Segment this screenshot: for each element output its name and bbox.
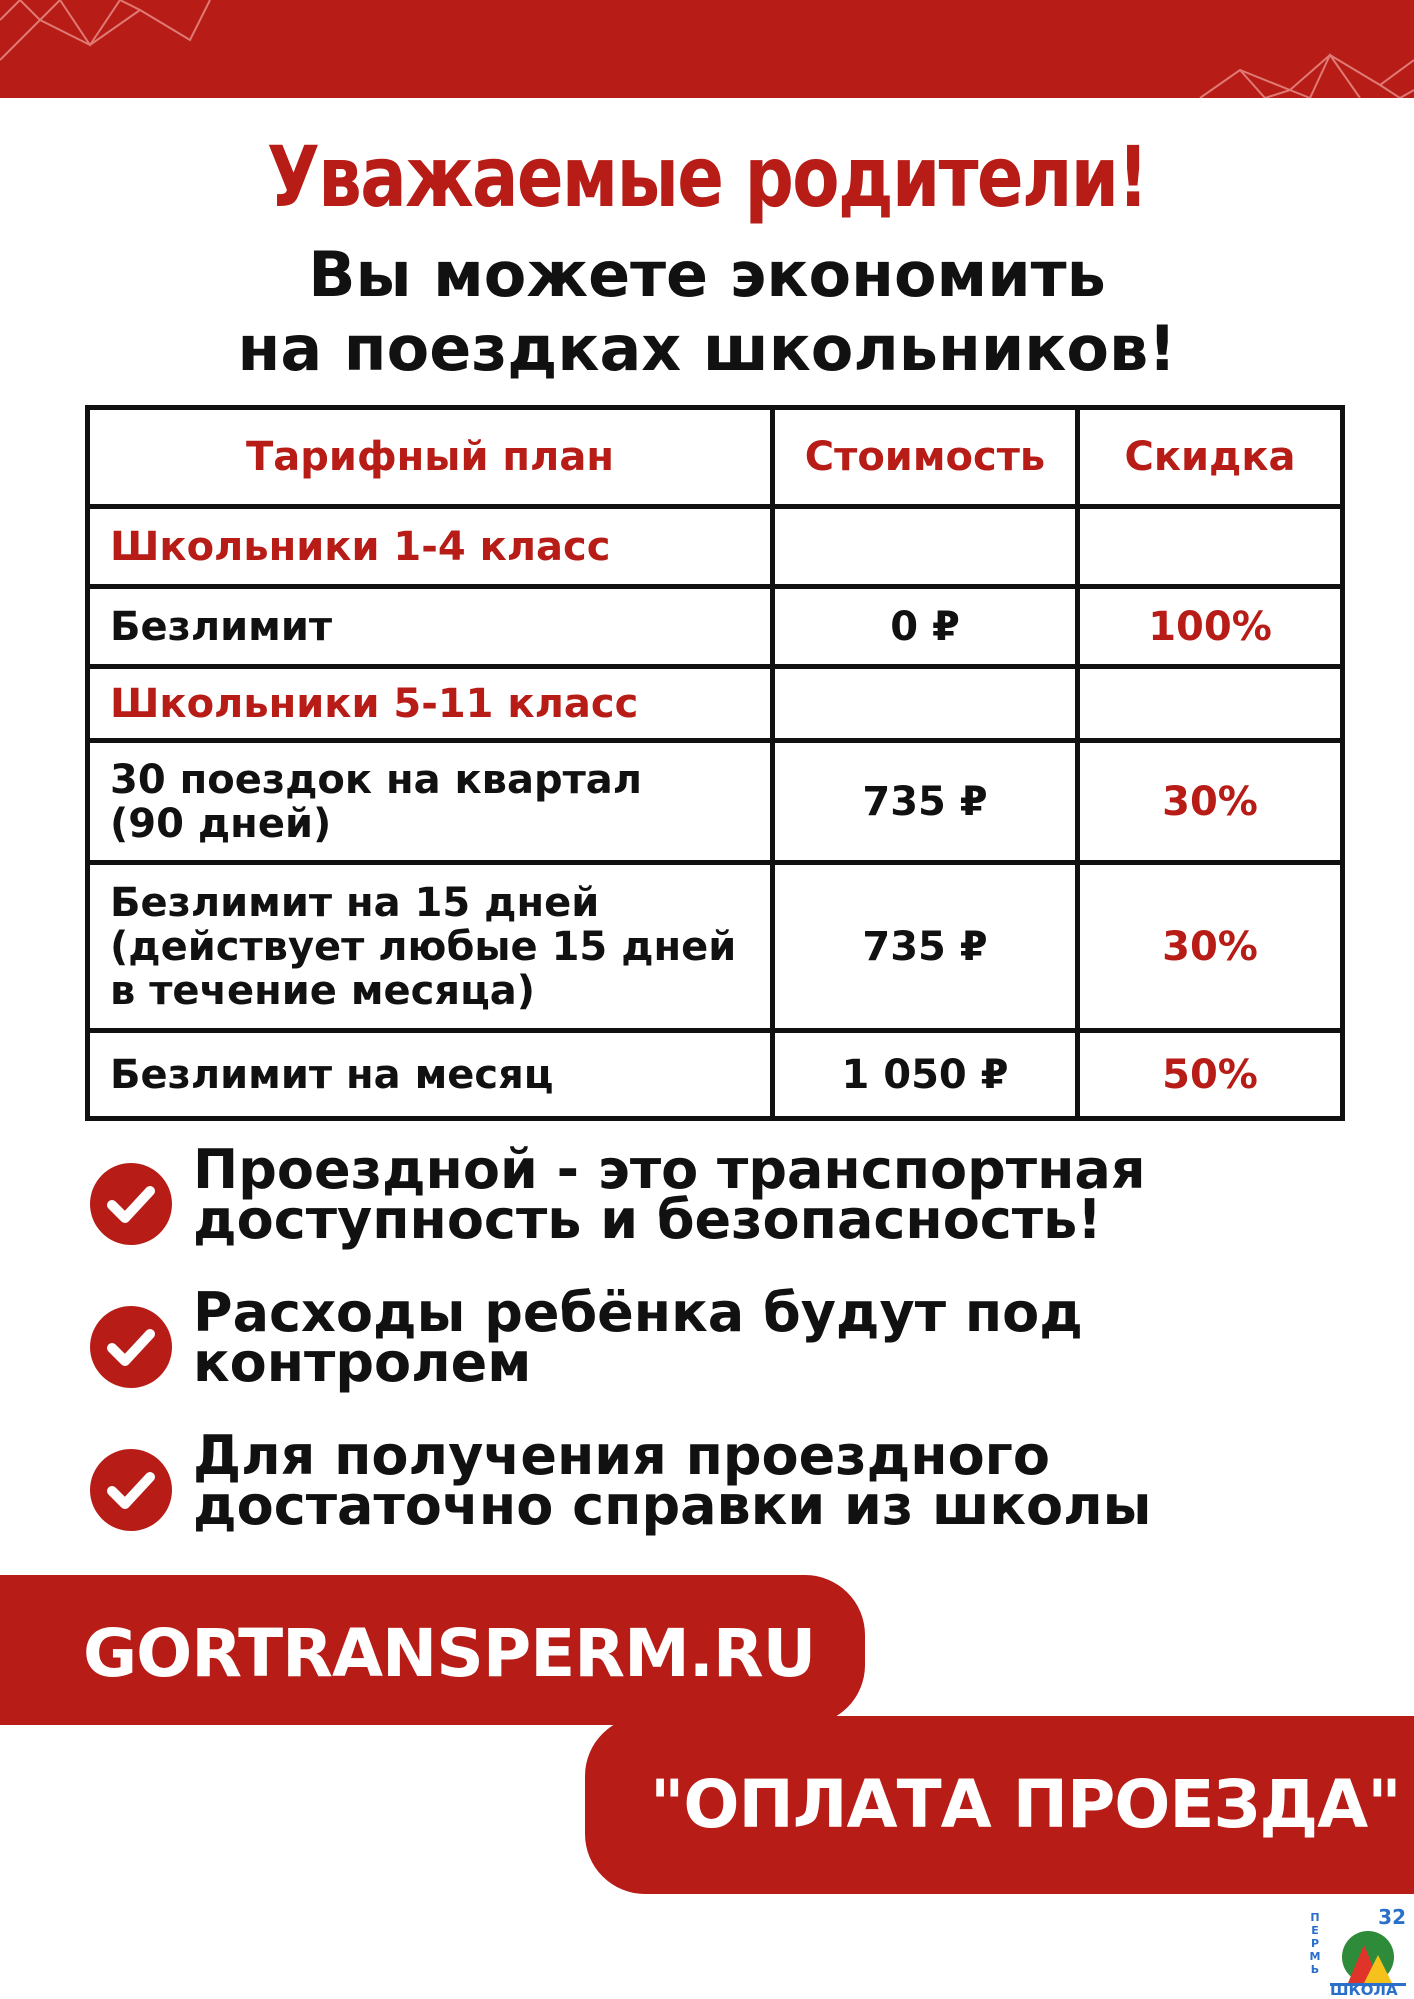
check-circle-icon [90, 1449, 172, 1531]
benefit-line: достаточно справки из школы [193, 1474, 1152, 1537]
logo-number: 32 [1378, 1905, 1406, 1929]
table-row [88, 1031, 1343, 1119]
table-row [88, 741, 1343, 863]
table-group-row [88, 667, 1343, 741]
plan-cell: Школьники 1-4 класс [88, 507, 773, 587]
subheadline-line: на поездках школьников! [237, 312, 1177, 385]
column-header-plan: Тарифный план [88, 408, 773, 507]
plan-cell: Безлимит на месяц [88, 1031, 773, 1119]
benefit-text [193, 1281, 1333, 1394]
subheadline [0, 238, 1414, 386]
cost-cell: 1 050 ₽ [773, 1031, 1078, 1119]
benefit-text [193, 1138, 1333, 1251]
plan-cell: 30 поездок на квартал (90 дней) [88, 741, 773, 863]
plan-cell: Безлимит на 15 дней (действует любые 15 дней в течение месяца) [88, 863, 773, 1031]
tariff-table [85, 405, 1345, 1121]
website-banner [0, 1575, 865, 1725]
check-circle-icon [90, 1306, 172, 1388]
section-banner [585, 1716, 1414, 1894]
discount-cell: 30% [1078, 863, 1343, 1031]
section-name: "ОПЛАТА ПРОЕЗДА" [650, 1766, 1401, 1843]
plan-cell: Школьники 5-11 класс [88, 667, 773, 741]
discount-cell: 100% [1078, 587, 1343, 667]
polygon-pattern-icon [0, 0, 1414, 98]
page-title: Уважаемые родители! [266, 128, 1148, 226]
benefit-line: Расходы ребёнка будут под [193, 1281, 1083, 1344]
table-group-row [88, 507, 1343, 587]
plan-cell: Безлимит [88, 587, 773, 667]
benefit-line: Проездной - это транспортная [193, 1138, 1146, 1201]
discount-cell: 50% [1078, 1031, 1343, 1119]
table-header-row [88, 408, 1343, 507]
discount-cell [1078, 667, 1343, 741]
benefit-text [193, 1424, 1333, 1537]
benefit-line: Для получения проездного [193, 1424, 1050, 1487]
subheadline-line: Вы можете экономить [308, 238, 1106, 311]
table-row [88, 863, 1343, 1031]
benefit-line: контролем [193, 1331, 532, 1394]
cost-cell: 735 ₽ [773, 741, 1078, 863]
table-row [88, 587, 1343, 667]
top-decorative-band [0, 0, 1414, 98]
column-header-cost: Стоимость [773, 408, 1078, 507]
website-address: GORTRANSPERM.RU [83, 1615, 816, 1692]
discount-cell: 30% [1078, 741, 1343, 863]
cost-cell [773, 507, 1078, 587]
cost-cell: 735 ₽ [773, 863, 1078, 1031]
logo-city: П Е Р М Ь [1309, 1911, 1321, 1976]
school-logo [1308, 1905, 1408, 1999]
benefit-line: доступность и безопасность! [193, 1188, 1102, 1251]
logo-word: ШКОЛА [1330, 1981, 1398, 1999]
check-circle-icon [90, 1163, 172, 1245]
discount-cell [1078, 507, 1343, 587]
cost-cell: 0 ₽ [773, 587, 1078, 667]
cost-cell [773, 667, 1078, 741]
column-header-discount: Скидка [1078, 408, 1343, 507]
